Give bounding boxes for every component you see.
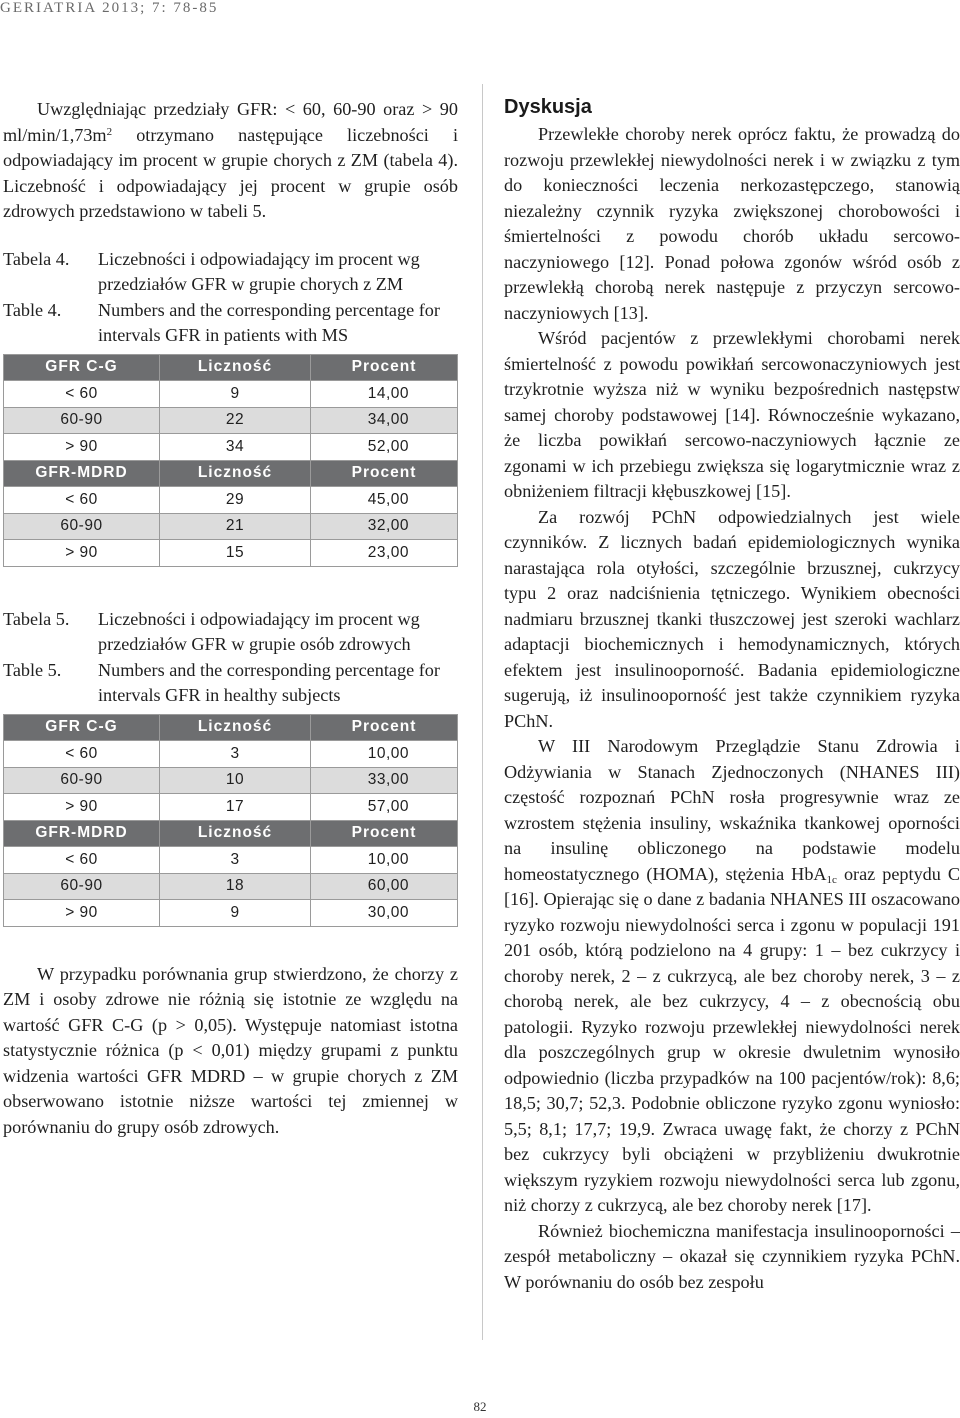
table-row: [4, 513, 458, 540]
table-cell: 10,00: [311, 741, 458, 768]
table-cell: 14,00: [311, 381, 458, 408]
header-cell: GFR C-G: [4, 354, 160, 381]
table-cell: 60-90: [4, 767, 160, 794]
section-title: Dyskusja: [504, 96, 592, 118]
table-cell: 10,00: [311, 847, 458, 874]
table5-caption-en-text: Numbers and the corresponding percentage for intervals GFR in healthy subjects: [98, 659, 440, 705]
table-row: [4, 434, 458, 461]
running-header: GERIATRIA 2013; 7: 78-85: [0, 0, 219, 16]
table4-header-cg: [4, 354, 458, 381]
table-row: [4, 767, 458, 794]
table4-caption-en-text: Numbers and the corresponding percentage for intervals GFR in patients with MS: [98, 299, 440, 345]
table5-header-cg: [4, 714, 458, 741]
table5-caption-pl-text: Liczebności i odpowiadający im procent wg przedziałów GFR w grupie osób zdrowych: [98, 608, 420, 654]
table-cell: < 60: [4, 487, 160, 514]
header-cell: Procent: [311, 820, 458, 847]
header-cell: Liczność: [160, 460, 311, 487]
discussion-paragraph: Również biochemiczna manifestacja insulinooporności – zespół metaboliczny – okazał się czynnikiem ryzyka PChN. W porównaniu do osób bez zespołu: [504, 1220, 960, 1292]
table5-caption-en: [3, 658, 458, 709]
table-row: [4, 487, 458, 514]
header-cell: Liczność: [160, 820, 311, 847]
discussion-paragraph: Wśród pacjentów z przewlekłymi chorobami nerek śmiertelność z powodu powikłań sercowonaczyniowych jest trzykrotnie wyższa niż w wyniku bezpośrednich następstw samej choroby podstawowej [14]. Równocześnie wykazano, że liczba powikłań sercowo-naczyniowych łącznie ze zgonami w ich przebiegu zwiększa się logarytmicznie wraz z obniżeniem filtracji kłębuszkowej [15].: [504, 328, 960, 501]
table-cell: 9: [160, 381, 311, 408]
table4-header-mdrd: [4, 460, 458, 487]
table5-header-mdrd: [4, 820, 458, 847]
table-cell: > 90: [4, 540, 160, 567]
table-cell: 60-90: [4, 873, 160, 900]
header-cell: GFR-MDRD: [4, 820, 160, 847]
table-cell: 23,00: [311, 540, 458, 567]
table-row: [4, 741, 458, 768]
table4: [3, 354, 458, 567]
table-row: [4, 540, 458, 567]
table-cell: < 60: [4, 847, 160, 874]
table4-caption-en: [3, 298, 458, 349]
table-cell: 52,00: [311, 434, 458, 461]
header-cell: Liczność: [160, 714, 311, 741]
table-cell: < 60: [4, 741, 160, 768]
table-cell: 21: [160, 513, 311, 540]
table-cell: 60,00: [311, 873, 458, 900]
table-row: [4, 381, 458, 408]
table-cell: > 90: [4, 434, 160, 461]
intro-paragraph: [3, 97, 458, 225]
table4-label-en: Table 4.: [3, 299, 62, 320]
table-cell: 33,00: [311, 767, 458, 794]
table-row: [4, 847, 458, 874]
table-cell: 9: [160, 900, 311, 927]
table-cell: 60-90: [4, 513, 160, 540]
header-cell: GFR-MDRD: [4, 460, 160, 487]
table5-label-en: Table 5.: [3, 659, 62, 680]
table-cell: 3: [160, 741, 311, 768]
superscript-2: 2: [106, 125, 113, 138]
conclusion-paragraph: W przypadku porównania grup stwierdzono, że chorzy z ZM i osoby zdrowe nie różnią się istotnie ze względu na wartość GFR C-G (p > 0,05). Występuje natomiast istotna statystycznie różnica (p < 0,01) między grupami z punktu widzenia wartości GFR MDRD – w grupie chorych z ZM obserwowano istotnie niższe wartości tej zmiennej w porównaniu do grupy osób zdrowych.: [3, 963, 458, 1137]
table4-caption-pl: [3, 247, 458, 298]
table-row: [4, 407, 458, 434]
table-cell: > 90: [4, 794, 160, 821]
discussion-paragraph: Za rozwój PChN odpowiedzialnych jest wiele czynników. Z licznych badań epidemiologicznych wynika narastająca rola otyłości, szczególnie brzusznej, cukrzycy typu 2 oraz nadciśnienia tętniczego. Wynikiem obecności nadmiaru brzusznej tkanki tłuszczowej jest szeroki wachlarz adaptacji biochemicznych i hemodynamicznych, których efektem jest insulinooporność. Badania epidemiologiczne sugerują, iż insulinooporność jest także czynnikiem ryzyka PChN.: [504, 506, 960, 731]
table5: [3, 714, 458, 927]
table5-label-pl: Tabela 5.: [3, 608, 70, 629]
table-cell: 45,00: [311, 487, 458, 514]
table4-caption-pl-text: Liczebności i odpowiadający im procent wg przedziałów GFR w grupie chorych z ZM: [98, 248, 420, 294]
header-cell: Procent: [311, 714, 458, 741]
column-divider: [482, 84, 483, 1340]
discussion-paragraph: Przewlekłe choroby nerek oprócz faktu, że prowadzą do rozwoju przewlekłej niewydolności nerek i w związku z tym do konieczności leczenia nerkozastępczego, stanowią niezależny czynnik ryzyka zwiększonej chorobowości i śmiertelności z powodu chorób układu sercowo-naczyniowego [12]. Ponad połowa zgonów wśród osób z przewlekłą chorobą nerek następuje z przyczyn sercowo-naczyniowych [13].: [504, 124, 960, 323]
table-row: [4, 900, 458, 927]
subscript-1c: 1c: [826, 873, 837, 886]
table-cell: 15: [160, 540, 311, 567]
table4-label-pl: Tabela 4.: [3, 248, 70, 269]
p4-text-b: oraz peptydu C [16]. Opierając się o dane z badania NHANES III oszacowano ryzyko rozwoju niewydolności serca i zgonu w populacji 191 201 osób, którą podzielono na 4 grupy: 1 – bez cukrzycy i choroby nerek, 2 – z cukrzycą, ale bez choroby nerek, 3 – z chorobą nerek, ale bez cukrzycy, 4 – z obecnością obu patologii. Ryzyko rozwoju przewlekłej niewydolności nerek dla poszczególnych grup w okresie dwuletnim wynosiło odpowiednio (liczba przypadków na 100 pacjentów/rok): 8,6; 18,5; 30,7; 52,3. Podobnie obliczone ryzyko zgonu wyniosło: 5,5; 8,1; 17,7; 19,9. Zwraca uwagę fakt, że chorzy z PChN bez cukrzycy byli obciążeni w przybliżeniu dwukrotnie większym ryzykiem rozwoju niewydolności serca lub zgonu, niż chorzy z cukrzycą, ale bez choroby nerek [17].: [504, 863, 960, 1215]
table-cell: 30,00: [311, 900, 458, 927]
table-cell: 3: [160, 847, 311, 874]
intro-text-a: Uwzględniając przedziały GFR: < 60, 60-90 oraz > 90 ml/min/1,73m: [3, 99, 458, 145]
page-number: 82: [473, 1399, 487, 1414]
table-cell: > 90: [4, 900, 160, 927]
table-cell: 57,00: [311, 794, 458, 821]
table-cell: 10: [160, 767, 311, 794]
table-cell: 32,00: [311, 513, 458, 540]
p4-text-a: W III Narodowym Przeglądzie Stanu Zdrowia i Odżywiania w Stanach Zjednoczonych (NHANES III) częstość rozpoznań PChN rosła progresywnie wraz ze wzrostem stężenia insuliny, wskaźnika tkankowej oporności na insulinę obliczonego na podstawie modelu homeostatycznego (HOMA), stężenia HbA: [504, 736, 960, 884]
header-cell: Liczność: [160, 354, 311, 381]
table-cell: 34: [160, 434, 311, 461]
table-cell: 29: [160, 487, 311, 514]
header-cell: GFR C-G: [4, 714, 160, 741]
discussion-paragraph: [504, 734, 960, 1219]
table-cell: 22: [160, 407, 311, 434]
table-cell: < 60: [4, 381, 160, 408]
table-cell: 18: [160, 873, 311, 900]
table-row: [4, 794, 458, 821]
left-column: [3, 97, 458, 1140]
table5-caption-pl: [3, 607, 458, 658]
intro-text-b: otrzymano następujące liczebności i odpowiadający im procent w grupie chorych z ZM (tabela 4). Liczebność i odpowiadający jej procent w grupie osób zdrowych przedstawiono w tabeli 5.: [3, 124, 458, 221]
header-cell: Procent: [311, 460, 458, 487]
table-cell: 60-90: [4, 407, 160, 434]
table-cell: 34,00: [311, 407, 458, 434]
table-row: [4, 873, 458, 900]
table-cell: 17: [160, 794, 311, 821]
header-cell: Procent: [311, 354, 458, 381]
right-column: [504, 95, 960, 1295]
